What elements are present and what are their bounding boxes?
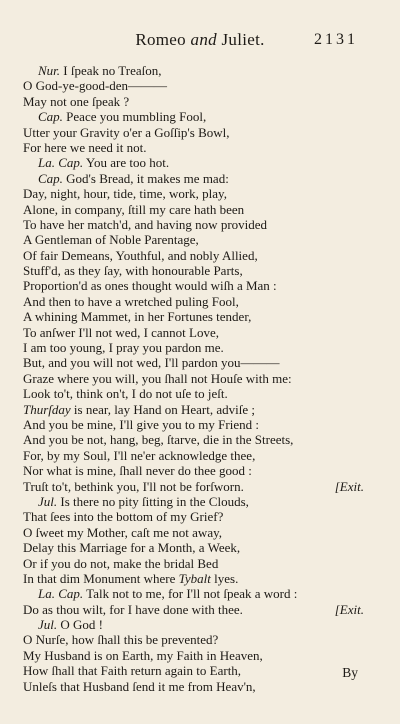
line-text (23, 540, 240, 555)
line-text (23, 571, 238, 586)
line-text (23, 371, 292, 386)
line-body: You are too hot. (83, 155, 170, 171)
text-line (0, 248, 400, 263)
line-body: In that dim Monument where (23, 570, 179, 586)
text-line (0, 417, 400, 432)
line-body: Or if you do not, make the bridal Bed (23, 555, 219, 571)
line-body: And you be mine, I'll give you to my Friend : (23, 416, 259, 432)
line-text (23, 417, 259, 432)
line-body: Day, night, hour, tide, time, work, play, (23, 186, 227, 202)
line-body: A Gentleman of Noble Parentage, (23, 232, 199, 248)
line-body: Talk not to me, for I'll not ſpeak a word : (83, 586, 298, 602)
text-line (0, 294, 400, 309)
text-line (0, 402, 400, 417)
line-body: Stuff'd, as they ſay, with honourable Parts, (23, 263, 243, 279)
line-body: Truſt to't, bethink you, I'll not be forſworn. (23, 478, 244, 494)
text-line (0, 78, 400, 93)
line-text (38, 63, 162, 78)
text-line (0, 355, 400, 370)
line-body: And then to have a wretched puling Fool, (23, 293, 239, 309)
title-part-2: and (190, 30, 217, 49)
line-text (23, 278, 277, 293)
line-text (23, 355, 280, 370)
text-line (0, 571, 400, 586)
line-body: Do as thou wilt, for I have done with thee. (23, 601, 243, 617)
text-line (0, 386, 400, 401)
line-text (23, 402, 255, 417)
text-line (0, 463, 400, 478)
line-body: That ſees into the bottom of my Grief? (23, 509, 224, 525)
text-line (0, 232, 400, 247)
line-body: Graze where you will, you ſhall not Houſe with me: (23, 370, 292, 386)
text-line (0, 679, 400, 694)
line-body: To anſwer I'll not wed, I cannot Love, (23, 324, 220, 340)
line-text (23, 648, 263, 663)
text-line (0, 340, 400, 355)
title-part-3: Juliet. (216, 30, 265, 49)
text-line (0, 202, 400, 217)
text-line (0, 586, 400, 601)
line-text (23, 94, 129, 109)
line-body: Proportion'd as ones thought would wiſh a Man : (23, 278, 277, 294)
line-body: Utter your Gravity o'er a Goſſip's Bowl, (23, 124, 230, 140)
play-text (0, 63, 400, 694)
text-line (0, 632, 400, 647)
line-text (23, 325, 219, 340)
line-text (23, 525, 222, 540)
line-text (38, 155, 169, 170)
line-body: I ſpeak no Treaſon, (60, 63, 162, 78)
line-text (23, 309, 251, 324)
text-line (0, 556, 400, 571)
page-header (0, 30, 400, 54)
line-body: To have her match'd, and having now provided (23, 216, 268, 232)
text-line (0, 155, 400, 170)
text-line (0, 540, 400, 555)
catchword: By (342, 665, 358, 680)
text-line (0, 617, 400, 632)
line-body: Peace you mumbling Fool, (62, 109, 207, 125)
line-body: O God-ye-good-den——— (23, 78, 168, 94)
line-text (38, 617, 103, 632)
line-body: O Nurſe, how ſhall this be prevented? (23, 632, 219, 648)
line-text (23, 679, 256, 694)
line-body: For here we need it not. (23, 139, 147, 155)
speaker-name: Cap. (38, 109, 63, 125)
line-body: Of fair Demeans, Youthful, and nobly Allied, (23, 247, 258, 263)
line-text (23, 479, 244, 494)
text-line (0, 602, 400, 617)
line-body: Unleſs that Husband ſend it me from Heav'n, (23, 678, 256, 694)
line-body: And you be not, hang, beg, ſtarve, die in the Streets, (23, 432, 294, 448)
line-text (23, 263, 243, 278)
line-body: is near, lay Hand on Heart, adviſe ; (70, 401, 255, 417)
stage-direction-exit: [Exit. (334, 478, 364, 494)
text-line (0, 278, 400, 293)
line-text (23, 140, 146, 155)
line-body: Look to't, think on't, I do not uſe to jeſt. (23, 386, 228, 402)
line-text (38, 109, 206, 124)
line-body: Is there no pity ſitting in the Clouds, (57, 493, 249, 509)
line-body: How ſhall that Faith return again to Earth, (23, 663, 242, 679)
line-body: Nor what is mine, ſhall never do thee good : (23, 463, 252, 479)
italic-word: Tybalt (178, 570, 211, 586)
line-body-after: lyes. (210, 570, 239, 586)
speaker-name: Jul. (38, 493, 58, 509)
text-line (0, 494, 400, 509)
text-line (0, 432, 400, 447)
line-text (38, 171, 229, 186)
line-body: But, and you will not wed, I'll pardon you——— (23, 355, 280, 371)
text-line (0, 509, 400, 524)
line-body: I am too young, I pray you pardon me. (23, 340, 224, 356)
text-line (0, 525, 400, 540)
text-line (0, 663, 400, 678)
page-number: 2131 (314, 31, 358, 48)
line-text (23, 463, 252, 478)
line-body: God's Bread, it makes me mad: (62, 170, 229, 186)
line-text (23, 217, 267, 232)
text-line (0, 325, 400, 340)
line-text (23, 386, 228, 401)
text-line (0, 479, 400, 494)
line-text (23, 602, 243, 617)
line-text (23, 294, 239, 309)
line-text (23, 340, 224, 355)
line-text (23, 432, 293, 447)
line-body: May not one ſpeak ? (23, 93, 130, 109)
line-text (23, 509, 223, 524)
line-body: For, by my Soul, I'll ne'er acknowledge thee, (23, 447, 256, 463)
text-line (0, 125, 400, 140)
line-text (38, 494, 249, 509)
line-text (23, 448, 255, 463)
text-line (0, 140, 400, 155)
text-line (0, 94, 400, 109)
line-text (23, 202, 244, 217)
text-line (0, 448, 400, 463)
speaker-name: Cap. (38, 170, 63, 186)
line-text (23, 248, 258, 263)
speaker-name: La. Cap. (38, 155, 84, 171)
line-body: O ſweet my Mother, caſt me not away, (23, 524, 222, 540)
line-body: Delay this Marriage for a Month, a Week, (23, 540, 241, 556)
speaker-name: Nur. (38, 63, 61, 78)
text-line (0, 371, 400, 386)
line-body: My Husband is on Earth, my Faith in Heaven, (23, 647, 263, 663)
text-line (0, 186, 400, 201)
speaker-name: La. Cap. (38, 586, 84, 602)
text-line (0, 171, 400, 186)
line-body: O God ! (57, 617, 103, 633)
text-line (0, 263, 400, 278)
text-line (0, 63, 400, 78)
line-body: Alone, in company, ſtill my care hath been (23, 201, 245, 217)
text-line (0, 309, 400, 324)
text-line (0, 648, 400, 663)
line-text (23, 232, 199, 247)
title-part-1: Romeo (135, 30, 191, 49)
italic-word: Thurſday (23, 401, 71, 417)
line-text (23, 663, 241, 678)
line-text (23, 78, 167, 93)
line-text (23, 125, 230, 140)
text-line (0, 217, 400, 232)
line-text (23, 556, 218, 571)
text-line (0, 109, 400, 124)
line-text (23, 632, 218, 647)
line-text (38, 586, 297, 601)
line-body: A whining Mammet, in her Fortunes tender, (23, 309, 252, 325)
speaker-name: Jul. (38, 617, 58, 633)
line-text (23, 186, 227, 201)
stage-direction-exit: [Exit. (334, 601, 364, 617)
